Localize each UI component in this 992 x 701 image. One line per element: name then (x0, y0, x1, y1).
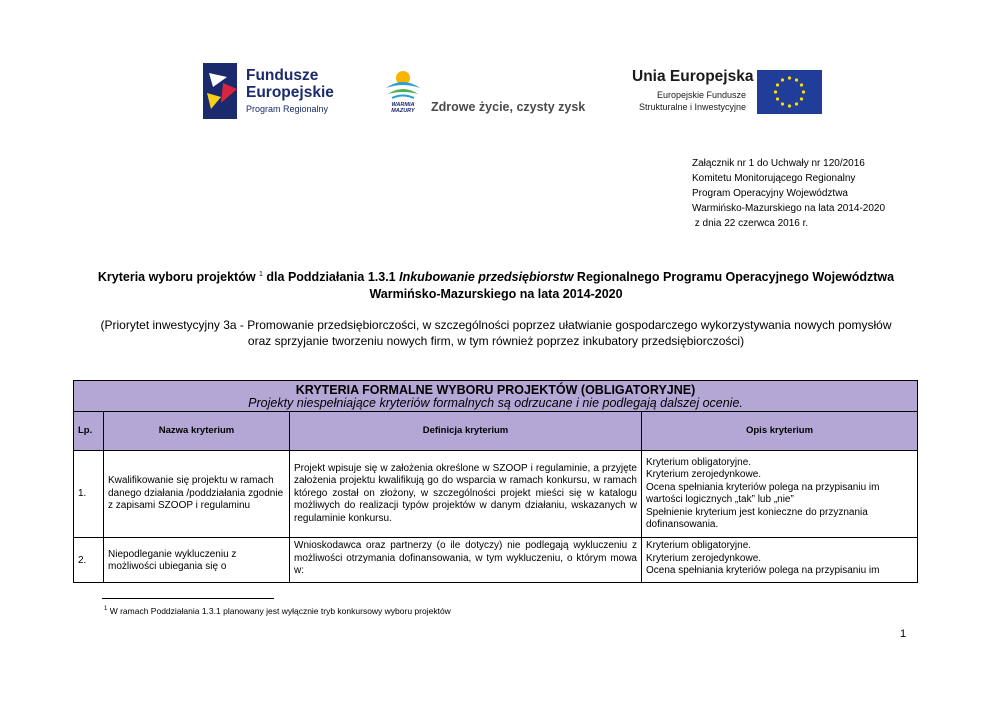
column-header-lp: Lp. (74, 412, 104, 451)
row-lp: 2. (74, 538, 104, 583)
row-lp: 1. (74, 451, 104, 538)
column-header-definition: Definicja kryterium (290, 412, 642, 451)
row-name: Niepodleganie wykluczeniu z możliwości ubiegania się o (104, 538, 290, 583)
attachment-note (692, 156, 885, 231)
title-part2: dla Poddziałania 1.3.1 (262, 270, 400, 285)
footnote (104, 606, 451, 616)
document-subtitle (60, 317, 932, 349)
column-header-row (74, 412, 918, 451)
ue-line2: Europejskie Fundusze (656, 90, 746, 100)
attachment-line: Program Operacyjny Województwa (692, 188, 848, 199)
fundusze-europejskie-logo (203, 63, 339, 121)
description-line: Ocena spełniania kryteriów polega na przypisaniu im wartości logicznych „tak” lub „nie” (646, 481, 880, 505)
description-line: Kryterium zerojedynkowe. (646, 552, 762, 564)
table-row (74, 451, 918, 538)
criteria-table (73, 380, 918, 583)
ue-line3: Strukturalne i Inwestycyjne (638, 102, 746, 112)
attachment-line: Komitetu Monitorującego Regionalny (692, 173, 856, 184)
footnote-text: W ramach Poddziałania 1.3.1 planowany jest wyłącznie tryb konkursowy wyboru projektów (107, 606, 451, 616)
footnote-divider (102, 598, 274, 599)
table-header-row (74, 381, 918, 412)
title-part3: Regionalnego Programu Operacyjnego Województwa (573, 270, 895, 285)
subtitle-line1: (Priorytet inwestycyjny 3a - Promowanie przedsiębiorczości, w szczególności poprzez ułatwianie gospodarczego wykorzystywania nowych pomysłów (100, 318, 892, 332)
row-definition: Projekt wpisuje się w założenia określone w SZOOP i regulaminie, a przyjęte założenia projektu kwalifikują go do wsparcia w ramach konkursu, w ramach którego został on złożony, w szczególności projekt mieści się w katalogu możliwych do realizacji typów projektów w danym działaniu, wskazanych w regulaminie konkursu. (290, 451, 642, 538)
warmia-mazury-icon (380, 68, 426, 102)
description-line: Kryterium obligatoryjne. (646, 456, 752, 468)
attachment-line: Warmińsko-Mazurskiego na lata 2014-2020 (692, 203, 886, 214)
fe-flag-icon (203, 63, 237, 119)
subtitle-line2: oraz sprzyjanie tworzeniu nowych firm, w tym również poprzez inkubatory przedsiębiorczości) (247, 334, 745, 348)
title-line2: Warmińsko-Mazurskiego na lata 2014-2020 (369, 287, 623, 302)
description-line: Ocena spełniania kryteriów polega na przypisaniu im (646, 565, 880, 576)
fe-line3: Program Regionalny (246, 104, 329, 114)
description-line: Spełnienie kryterium jest konieczne do przyznania dofinansowania. (646, 506, 868, 530)
document-title (60, 266, 932, 303)
column-header-name: Nazwa kryterium (104, 412, 290, 451)
column-header-description: Opis kryterium (642, 412, 918, 451)
row-name: Kwalifikowanie się projektu w ramach danego działania /poddziałania zgodnie z zapisami SZOOP i regulaminu (104, 451, 290, 538)
title-footnote-ref: 1 (259, 271, 263, 278)
ue-subtitle (620, 89, 746, 113)
row-definition: Wnioskodawca oraz partnerzy (o ile dotyczy) nie podlegają wykluczeniu z możliwości otrzymania dofinansowania, w tym wykluczeniu, o którym mowa w: (290, 538, 642, 583)
description-line: Kryterium obligatoryjne. (646, 540, 752, 551)
ue-title: Unia Europejska (632, 68, 754, 85)
warmia-mazury-logo (380, 68, 430, 120)
title-italic: Inkubowanie przedsiębiorstw (399, 270, 574, 285)
table-header (74, 381, 918, 412)
page-number: 1 (900, 628, 907, 640)
row-description (642, 538, 918, 583)
table-row (74, 538, 918, 583)
table-header-title: KRYTERIA FORMALNE WYBORU PROJEKTÓW (OBLIGATORYJNE) (295, 383, 696, 397)
warmia-mazury-text: WARMIA MAZURY (391, 102, 415, 114)
fe-line1: Fundusze (246, 67, 319, 84)
eu-flag-icon (757, 70, 822, 114)
attachment-line: z dnia 22 czerwca 2016 r. (692, 218, 809, 229)
footnote-number: 1 (104, 606, 108, 613)
title-part1: Kryteria wyboru projektów (97, 270, 260, 285)
attachment-line: Załącznik nr 1 do Uchwały nr 120/2016 (692, 158, 865, 169)
slogan: Zdrowe życie, czysty zysk (431, 100, 586, 114)
description-line: Kryterium zerojedynkowe. (646, 469, 762, 480)
row-description (642, 451, 918, 538)
fe-line2: Europejskie (246, 84, 334, 101)
table-header-subtitle: Projekty niespełniające kryteriów formalnych są odrzucane i nie podlegają dalszej ocenie. (248, 395, 743, 410)
